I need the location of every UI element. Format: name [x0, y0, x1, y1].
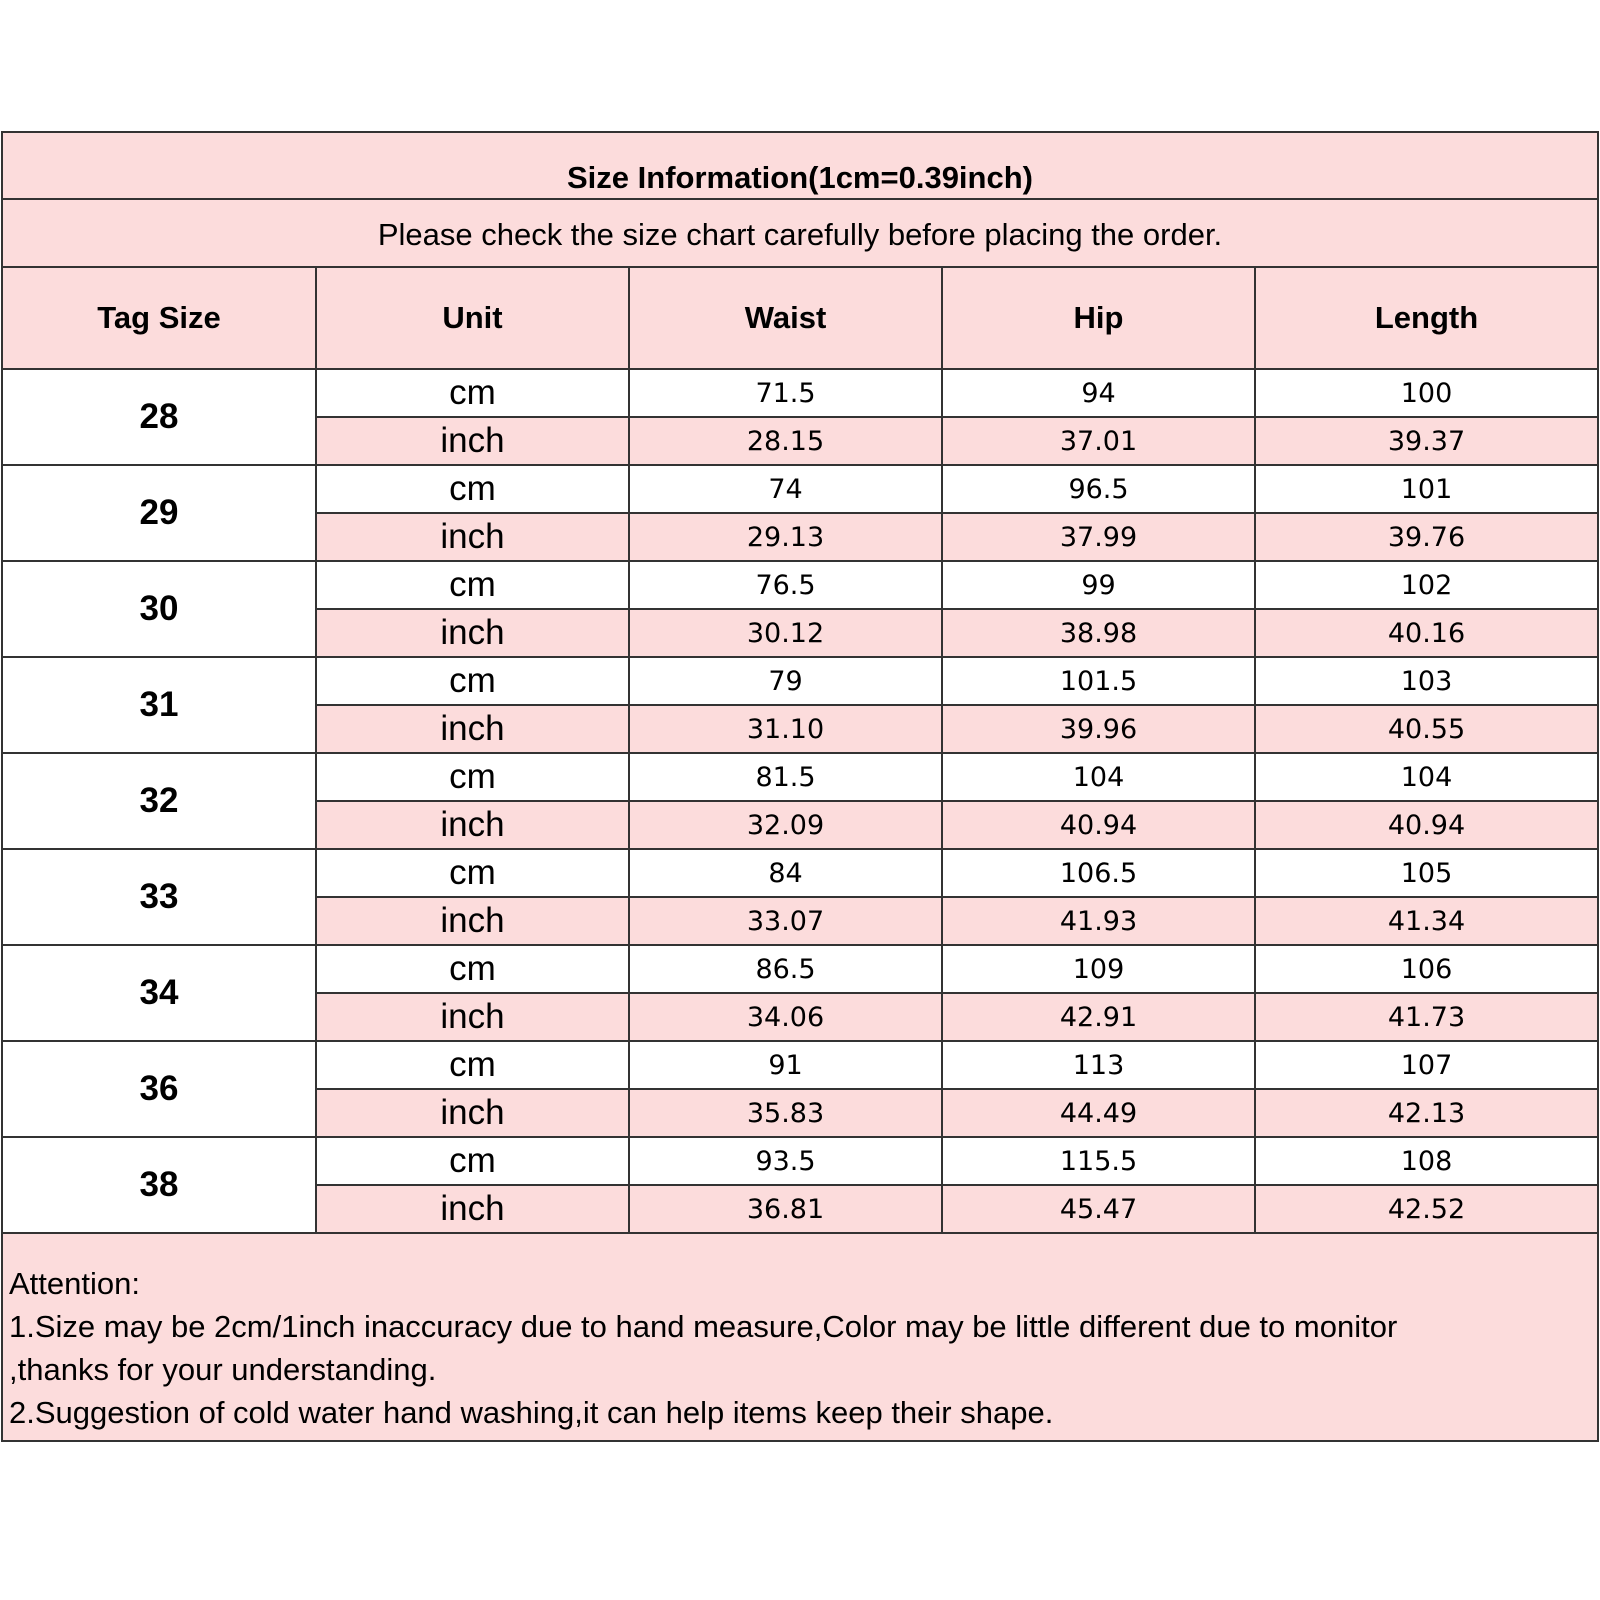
size-row-28-cm	[3, 369, 1597, 417]
waist-cell: 84	[629, 849, 942, 897]
hip-cell: 41.93	[942, 897, 1255, 945]
tag-size-cell: 33	[3, 849, 316, 945]
waist-cell: 30.12	[629, 609, 942, 657]
attention-notes	[3, 1234, 1597, 1442]
unit-cell: inch	[316, 1185, 629, 1233]
tag-size-cell: 38	[3, 1137, 316, 1233]
tag-size-cell: 28	[3, 369, 316, 465]
size-row-38-cm	[3, 1137, 1597, 1185]
hip-cell: 42.91	[942, 993, 1255, 1041]
attention-line-1: 1.Size may be 2cm/1inch inaccuracy due to hand measure,Color may be little different due to monitor	[9, 1309, 1398, 1344]
header-length: Length	[1255, 268, 1597, 369]
unit-cell: inch	[316, 1089, 629, 1137]
unit-cell: cm	[316, 849, 629, 897]
attention-heading: Attention:	[9, 1266, 140, 1301]
hip-cell: 37.99	[942, 513, 1255, 561]
waist-cell: 29.13	[629, 513, 942, 561]
hip-cell: 96.5	[942, 465, 1255, 513]
header-row	[3, 268, 1597, 369]
header-waist: Waist	[629, 268, 942, 369]
waist-cell: 32.09	[629, 801, 942, 849]
waist-cell: 35.83	[629, 1089, 942, 1137]
size-row-34-cm	[3, 945, 1597, 993]
length-cell: 101	[1255, 465, 1597, 513]
length-cell: 39.37	[1255, 417, 1597, 465]
header-hip: Hip	[942, 268, 1255, 369]
waist-cell: 76.5	[629, 561, 942, 609]
waist-cell: 74	[629, 465, 942, 513]
size-row-32-cm	[3, 753, 1597, 801]
size-row-29-cm	[3, 465, 1597, 513]
length-cell: 104	[1255, 753, 1597, 801]
hip-cell: 109	[942, 945, 1255, 993]
length-cell: 42.52	[1255, 1185, 1597, 1233]
length-cell: 41.73	[1255, 993, 1597, 1041]
header-tag-size: Tag Size	[3, 268, 316, 369]
unit-cell: cm	[316, 657, 629, 705]
length-cell: 108	[1255, 1137, 1597, 1185]
length-cell: 100	[1255, 369, 1597, 417]
size-chart	[1, 131, 1599, 1442]
attention-line-3: 2.Suggestion of cold water hand washing,it can help items keep their shape.	[9, 1395, 1054, 1430]
hip-cell: 99	[942, 561, 1255, 609]
waist-cell: 33.07	[629, 897, 942, 945]
length-cell: 39.76	[1255, 513, 1597, 561]
unit-cell: inch	[316, 705, 629, 753]
hip-cell: 39.96	[942, 705, 1255, 753]
unit-cell: cm	[316, 1137, 629, 1185]
length-cell: 40.94	[1255, 801, 1597, 849]
unit-cell: cm	[316, 465, 629, 513]
waist-cell: 71.5	[629, 369, 942, 417]
size-table	[3, 268, 1597, 1234]
hip-cell: 40.94	[942, 801, 1255, 849]
unit-cell: cm	[316, 753, 629, 801]
tag-size-cell: 36	[3, 1041, 316, 1137]
length-cell: 106	[1255, 945, 1597, 993]
length-cell: 107	[1255, 1041, 1597, 1089]
unit-cell: cm	[316, 369, 629, 417]
unit-cell: inch	[316, 897, 629, 945]
unit-cell: inch	[316, 993, 629, 1041]
hip-cell: 113	[942, 1041, 1255, 1089]
length-cell: 40.16	[1255, 609, 1597, 657]
length-cell: 42.13	[1255, 1089, 1597, 1137]
length-cell: 105	[1255, 849, 1597, 897]
chart-title: Size Information(1cm=0.39inch)	[3, 133, 1597, 200]
attention-line-2: ,thanks for your understanding.	[9, 1352, 437, 1387]
waist-cell: 31.10	[629, 705, 942, 753]
tag-size-cell: 31	[3, 657, 316, 753]
length-cell: 40.55	[1255, 705, 1597, 753]
unit-cell: cm	[316, 945, 629, 993]
unit-cell: cm	[316, 1041, 629, 1089]
chart-subtitle: Please check the size chart carefully before placing the order.	[3, 200, 1597, 268]
waist-cell: 34.06	[629, 993, 942, 1041]
size-row-30-cm	[3, 561, 1597, 609]
hip-cell: 94	[942, 369, 1255, 417]
hip-cell: 45.47	[942, 1185, 1255, 1233]
header-unit: Unit	[316, 268, 629, 369]
waist-cell: 86.5	[629, 945, 942, 993]
waist-cell: 36.81	[629, 1185, 942, 1233]
size-row-31-cm	[3, 657, 1597, 705]
tag-size-cell: 32	[3, 753, 316, 849]
size-row-36-cm	[3, 1041, 1597, 1089]
waist-cell: 79	[629, 657, 942, 705]
tag-size-cell: 29	[3, 465, 316, 561]
unit-cell: inch	[316, 609, 629, 657]
unit-cell: inch	[316, 513, 629, 561]
length-cell: 41.34	[1255, 897, 1597, 945]
hip-cell: 38.98	[942, 609, 1255, 657]
unit-cell: inch	[316, 801, 629, 849]
unit-cell: inch	[316, 417, 629, 465]
length-cell: 102	[1255, 561, 1597, 609]
size-rows	[3, 369, 1597, 1233]
waist-cell: 93.5	[629, 1137, 942, 1185]
hip-cell: 106.5	[942, 849, 1255, 897]
hip-cell: 37.01	[942, 417, 1255, 465]
length-cell: 103	[1255, 657, 1597, 705]
hip-cell: 115.5	[942, 1137, 1255, 1185]
size-row-33-cm	[3, 849, 1597, 897]
tag-size-cell: 34	[3, 945, 316, 1041]
unit-cell: cm	[316, 561, 629, 609]
waist-cell: 81.5	[629, 753, 942, 801]
hip-cell: 44.49	[942, 1089, 1255, 1137]
waist-cell: 28.15	[629, 417, 942, 465]
hip-cell: 101.5	[942, 657, 1255, 705]
tag-size-cell: 30	[3, 561, 316, 657]
hip-cell: 104	[942, 753, 1255, 801]
waist-cell: 91	[629, 1041, 942, 1089]
